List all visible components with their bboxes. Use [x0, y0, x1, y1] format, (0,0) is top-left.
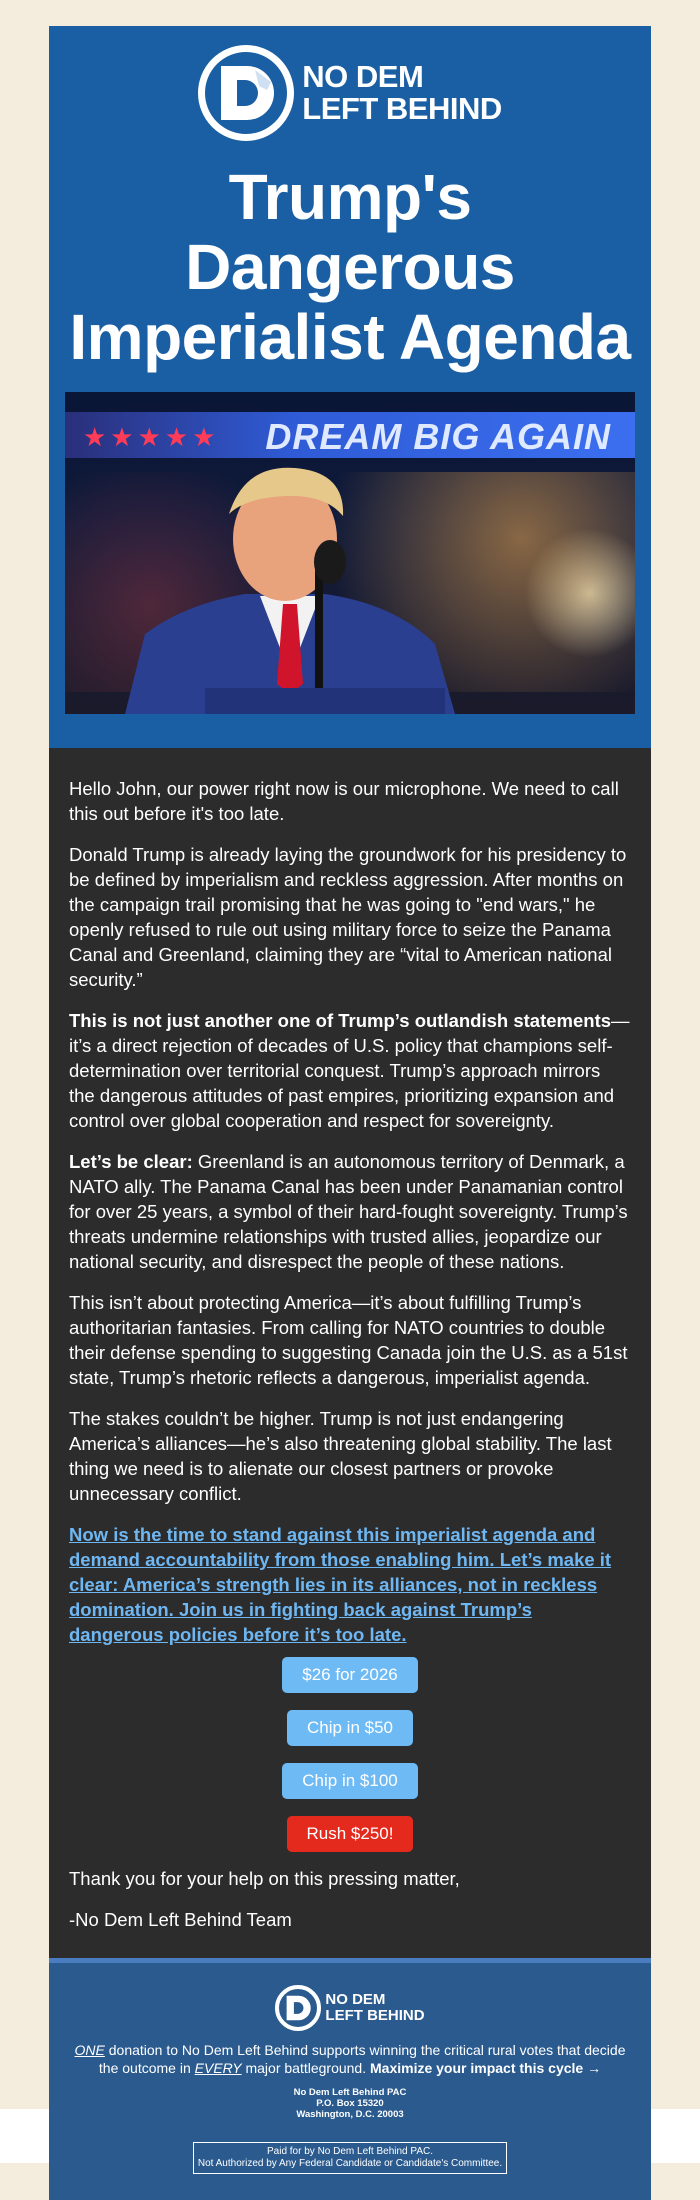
headline-line2: Imperialist Agenda	[69, 301, 631, 373]
email-body	[49, 748, 651, 1958]
donate-250-button[interactable]: Rush $250!	[287, 1816, 414, 1852]
paragraph-rejection	[69, 1008, 631, 1133]
hero-stars: ★★★★★	[83, 422, 220, 452]
donate-26-button[interactable]: $26 for 2026	[282, 1657, 417, 1693]
paid-for-disclaimer	[193, 2142, 507, 2174]
paragraph-clear	[69, 1149, 631, 1274]
brand-logo[interactable]	[65, 38, 635, 148]
footer-d-logo-icon	[275, 1985, 321, 2031]
footer-brand-line1: NO DEM	[325, 1991, 386, 2008]
d-logo-icon	[198, 45, 294, 141]
paragraph-groundwork: Donald Trump is already laying the groundwork for his presidency to be defined by imperialism and reckless aggression. After months on the campaign trail promising that he was going to "end wars," he openly refused to rule out using military force to seize the Panama Canal and Greenland, claiming they are “vital to American national security.”	[69, 844, 627, 990]
footer-message[interactable]	[69, 2041, 631, 2077]
paragraph-rejection-text: —it’s a direct rejection of decades of U.S. policy that champions self-determination over territorial conquest. Trump’s approach mirrors the dangerous attitudes of past empires, prioritizing expansion and control over global cooperation and respect for sovereignty.	[69, 1010, 630, 1131]
footer-msg-part2: major battleground.	[241, 2060, 370, 2076]
footer-msg-part1: donation to No Dem Left Behind supports winning the critical rural votes that decide the outcome in	[98, 2042, 626, 2076]
hero-banner-text: DREAM BIG AGAIN	[265, 416, 611, 457]
paragraph-clear-bold: Let’s be clear:	[69, 1151, 193, 1172]
brand-name	[302, 61, 501, 125]
footer-every: EVERY	[194, 2060, 242, 2076]
footer-brand-name	[325, 1992, 424, 2024]
cta-link[interactable]: Now is the time to stand against this imperialist agenda and demand accountability from those enabling him. Let’s make it clear: America’s strength lies in its alliances, not in reckless domination. Join us in fighting back against Trump’s dangerous policies before it’s too late.	[69, 1524, 612, 1645]
paragraph-stakes: The stakes couldn’t be higher. Trump is not just endangering America’s alliances—he’s also threatening global stability. The last thing we need is to alienate our closest partners or provoke unnecessary conflict.	[69, 1408, 612, 1504]
hero-image[interactable]	[65, 392, 635, 714]
email-header	[49, 26, 651, 748]
speaker-figure	[125, 444, 455, 714]
pac-box: P.O. Box 15320	[316, 2098, 384, 2109]
thanks-line: Thank you for your help on this pressing matter,	[69, 1868, 460, 1889]
donation-buttons	[69, 1657, 631, 1852]
paragraph-greeting: Hello John, our power right now is our microphone. We need to call this out before it's too late.	[69, 778, 619, 824]
email-container	[49, 26, 651, 2200]
brand-name-line1: NO DEM	[302, 59, 424, 94]
paid-line2: Not Authorized by Any Federal Candidate or Candidate's Committee.	[197, 2158, 503, 2169]
pac-city: Washington, D.C. 20003	[296, 2109, 404, 2120]
headline	[65, 162, 635, 372]
footer-msg-bold: Maximize your impact this cycle →	[370, 2060, 602, 2076]
paragraph-rejection-bold: This is not just another one of Trump’s outlandish statements	[69, 1010, 612, 1031]
paragraph-clear-text: Greenland is an autonomous territory of Denmark, a NATO ally. The Panama Canal has been under Panamanian control for over 25 years, a symbol of their hard-fought sovereignty. Trump’s threats undermine relationships with trusted allies, jeopardize our national security, and disrespect the people of these nations.	[69, 1151, 628, 1272]
footer-brand-line2: LEFT BEHIND	[325, 2007, 425, 2024]
pac-address	[69, 2087, 631, 2120]
donate-50-button[interactable]: Chip in $50	[287, 1710, 413, 1746]
email-footer	[49, 1958, 651, 2200]
footer-logo[interactable]	[69, 1985, 631, 2031]
paragraph-fantasies: This isn’t about protecting America—it’s about fulfilling Trump’s authoritarian fantasies. From calling for NATO countries to double their defense spending to suggesting Canada join the U.S. as a 51st state, Trump’s rhetoric reflects a dangerous, imperialist agenda.	[69, 1292, 628, 1388]
donate-100-button[interactable]: Chip in $100	[282, 1763, 417, 1799]
pac-name: No Dem Left Behind PAC	[293, 2087, 407, 2098]
paid-line1: Paid for by No Dem Left Behind PAC.	[266, 2146, 433, 2157]
footer-one: ONE	[74, 2042, 105, 2058]
brand-name-line2: LEFT BEHIND	[302, 91, 502, 126]
headline-line1: Trump's Dangerous	[185, 161, 515, 303]
signoff-line: -No Dem Left Behind Team	[69, 1909, 292, 1930]
hero-podium	[205, 688, 445, 714]
